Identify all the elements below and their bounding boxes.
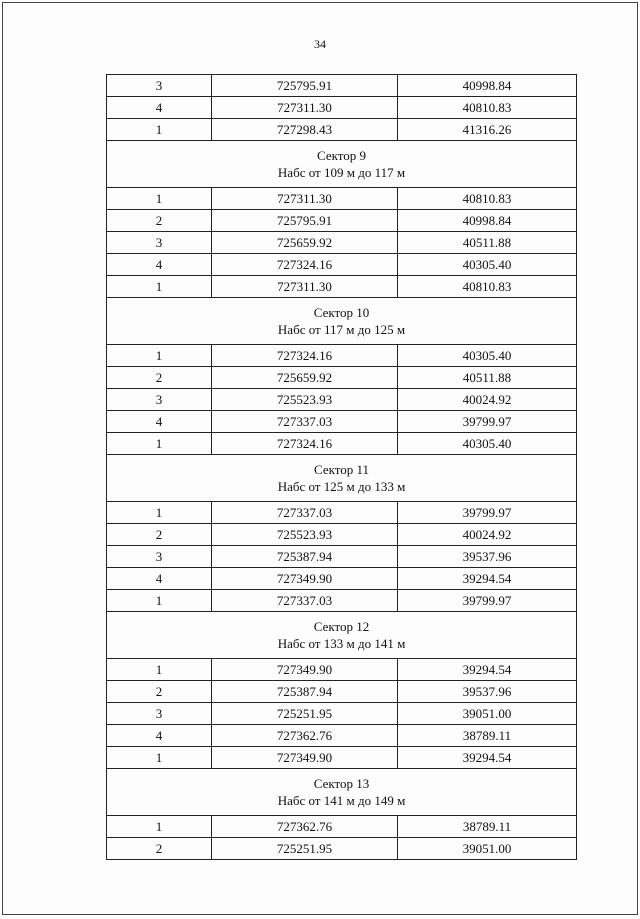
table-row xyxy=(107,502,577,524)
point-number-cell: 1 xyxy=(107,502,212,524)
table-row xyxy=(107,433,577,455)
y-coordinate-cell: 40511.88 xyxy=(398,232,577,254)
point-number-cell: 1 xyxy=(107,747,212,769)
point-number-cell: 1 xyxy=(107,590,212,612)
sector-header-cell xyxy=(107,612,577,659)
table-row xyxy=(107,524,577,546)
point-number-cell: 1 xyxy=(107,345,212,367)
x-coordinate-cell: 727337.03 xyxy=(212,411,398,433)
y-coordinate-cell: 39294.54 xyxy=(398,747,577,769)
y-coordinate-cell: 40810.83 xyxy=(398,97,577,119)
x-coordinate-cell: 725795.91 xyxy=(212,75,398,97)
sector-altitude-range: Набс от 117 м до 125 м xyxy=(277,322,406,337)
coordinates-table xyxy=(106,74,577,860)
point-number-cell: 4 xyxy=(107,411,212,433)
x-coordinate-cell: 727362.76 xyxy=(212,816,398,838)
sector-altitude-range: Набс от 133 м до 141 м xyxy=(277,636,406,651)
point-number-cell: 3 xyxy=(107,75,212,97)
y-coordinate-cell: 41316.26 xyxy=(398,119,577,141)
table-row xyxy=(107,75,577,97)
x-coordinate-cell: 727349.90 xyxy=(212,747,398,769)
table-row xyxy=(107,816,577,838)
sector-altitude-range: Набс от 141 м до 149 м xyxy=(277,793,406,808)
x-coordinate-cell: 725659.92 xyxy=(212,367,398,389)
point-number-cell: 2 xyxy=(107,367,212,389)
y-coordinate-cell: 40305.40 xyxy=(398,254,577,276)
table-row xyxy=(107,681,577,703)
sector-header-row xyxy=(107,455,577,502)
table-row xyxy=(107,188,577,210)
y-coordinate-cell: 40024.92 xyxy=(398,389,577,411)
sector-header-row xyxy=(107,298,577,345)
sector-altitude-range: Набс от 125 м до 133 м xyxy=(277,479,406,494)
point-number-cell: 1 xyxy=(107,816,212,838)
sector-altitude-range: Набс от 109 м до 117 м xyxy=(277,165,406,180)
y-coordinate-cell: 40998.84 xyxy=(398,210,577,232)
x-coordinate-cell: 727324.16 xyxy=(212,345,398,367)
x-coordinate-cell: 727324.16 xyxy=(212,254,398,276)
point-number-cell: 1 xyxy=(107,188,212,210)
table-row xyxy=(107,232,577,254)
x-coordinate-cell: 727311.30 xyxy=(212,97,398,119)
table-row xyxy=(107,590,577,612)
point-number-cell: 1 xyxy=(107,276,212,298)
point-number-cell: 3 xyxy=(107,389,212,411)
document-page xyxy=(2,2,638,915)
point-number-cell: 4 xyxy=(107,97,212,119)
x-coordinate-cell: 727337.03 xyxy=(212,590,398,612)
page-number: 34 xyxy=(314,37,326,51)
point-number-cell: 2 xyxy=(107,838,212,860)
table-row xyxy=(107,210,577,232)
point-number-cell: 4 xyxy=(107,725,212,747)
point-number-cell: 2 xyxy=(107,681,212,703)
point-number-cell: 3 xyxy=(107,232,212,254)
y-coordinate-cell: 38789.11 xyxy=(398,816,577,838)
sector-header-cell xyxy=(107,298,577,345)
y-coordinate-cell: 40998.84 xyxy=(398,75,577,97)
sector-title: Сектор 13 xyxy=(313,776,370,791)
x-coordinate-cell: 725795.91 xyxy=(212,210,398,232)
x-coordinate-cell: 725387.94 xyxy=(212,681,398,703)
y-coordinate-cell: 39051.00 xyxy=(398,703,577,725)
point-number-cell: 3 xyxy=(107,546,212,568)
table-row xyxy=(107,276,577,298)
table-row xyxy=(107,659,577,681)
point-number-cell: 2 xyxy=(107,210,212,232)
y-coordinate-cell: 39799.97 xyxy=(398,590,577,612)
x-coordinate-cell: 725251.95 xyxy=(212,838,398,860)
y-coordinate-cell: 40511.88 xyxy=(398,367,577,389)
point-number-cell: 4 xyxy=(107,568,212,590)
table-row xyxy=(107,725,577,747)
table-row xyxy=(107,411,577,433)
sector-title: Сектор 11 xyxy=(313,462,370,477)
x-coordinate-cell: 725387.94 xyxy=(212,546,398,568)
x-coordinate-cell: 727324.16 xyxy=(212,433,398,455)
table-row xyxy=(107,345,577,367)
x-coordinate-cell: 725523.93 xyxy=(212,389,398,411)
x-coordinate-cell: 727311.30 xyxy=(212,276,398,298)
y-coordinate-cell: 39799.97 xyxy=(398,411,577,433)
table-row xyxy=(107,389,577,411)
table-row xyxy=(107,546,577,568)
point-number-cell: 1 xyxy=(107,119,212,141)
sector-header-cell xyxy=(107,141,577,188)
table-row xyxy=(107,254,577,276)
y-coordinate-cell: 40024.92 xyxy=(398,524,577,546)
table-row xyxy=(107,568,577,590)
x-coordinate-cell: 727349.90 xyxy=(212,659,398,681)
point-number-cell: 2 xyxy=(107,524,212,546)
table-row xyxy=(107,97,577,119)
coordinates-table-body xyxy=(107,75,577,860)
y-coordinate-cell: 40305.40 xyxy=(398,433,577,455)
table-row xyxy=(107,119,577,141)
y-coordinate-cell: 40810.83 xyxy=(398,188,577,210)
sector-title: Сектор 10 xyxy=(313,305,370,320)
y-coordinate-cell: 40305.40 xyxy=(398,345,577,367)
y-coordinate-cell: 38789.11 xyxy=(398,725,577,747)
x-coordinate-cell: 725523.93 xyxy=(212,524,398,546)
x-coordinate-cell: 727311.30 xyxy=(212,188,398,210)
sector-header-row xyxy=(107,141,577,188)
x-coordinate-cell: 725251.95 xyxy=(212,703,398,725)
point-number-cell: 1 xyxy=(107,659,212,681)
x-coordinate-cell: 727337.03 xyxy=(212,502,398,524)
sector-header-cell xyxy=(107,455,577,502)
x-coordinate-cell: 727349.90 xyxy=(212,568,398,590)
x-coordinate-cell: 727298.43 xyxy=(212,119,398,141)
sector-header-row xyxy=(107,612,577,659)
point-number-cell: 3 xyxy=(107,703,212,725)
y-coordinate-cell: 40810.83 xyxy=(398,276,577,298)
sector-header-row xyxy=(107,769,577,816)
y-coordinate-cell: 39537.96 xyxy=(398,681,577,703)
table-row xyxy=(107,747,577,769)
table-row xyxy=(107,703,577,725)
y-coordinate-cell: 39051.00 xyxy=(398,838,577,860)
x-coordinate-cell: 727362.76 xyxy=(212,725,398,747)
y-coordinate-cell: 39294.54 xyxy=(398,568,577,590)
sector-header-cell xyxy=(107,769,577,816)
x-coordinate-cell: 725659.92 xyxy=(212,232,398,254)
y-coordinate-cell: 39799.97 xyxy=(398,502,577,524)
sector-title: Сектор 12 xyxy=(313,619,370,634)
sector-title: Сектор 9 xyxy=(316,148,366,163)
point-number-cell: 4 xyxy=(107,254,212,276)
y-coordinate-cell: 39294.54 xyxy=(398,659,577,681)
table-row xyxy=(107,838,577,860)
point-number-cell: 1 xyxy=(107,433,212,455)
y-coordinate-cell: 39537.96 xyxy=(398,546,577,568)
table-row xyxy=(107,367,577,389)
